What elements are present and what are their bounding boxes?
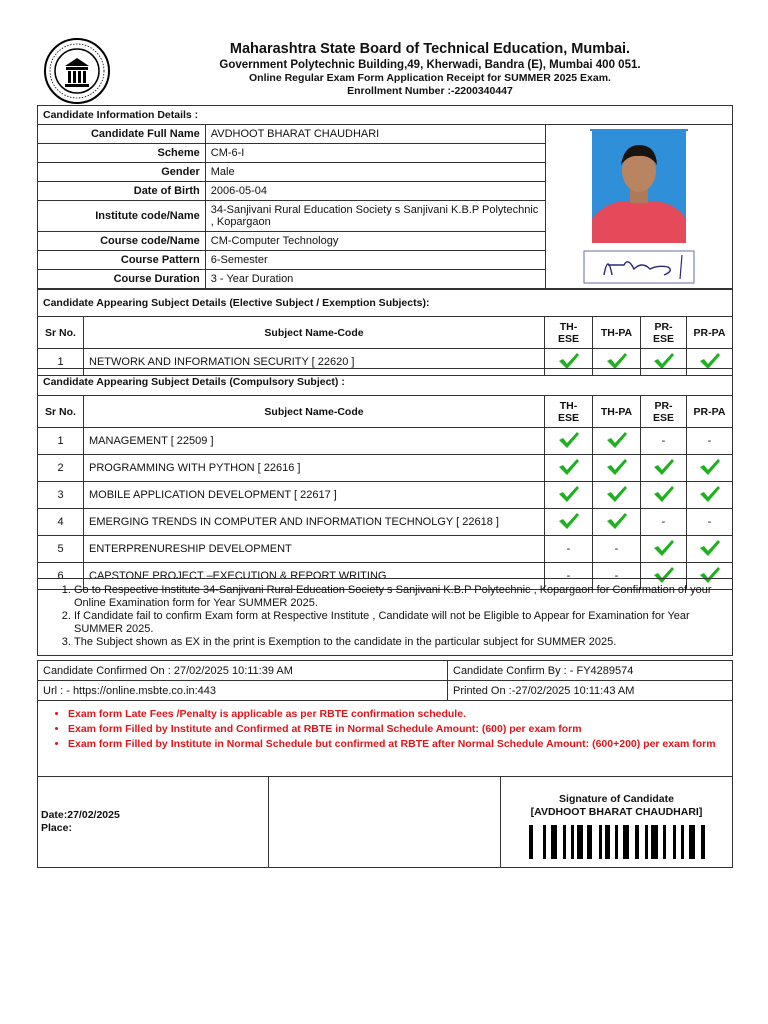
signature-label: Signature of Candidate xyxy=(559,793,674,805)
fee-item: • Exam form Filled by Institute and Confirmed at RBTE in Normal Schedule Amount: (600) per exam form xyxy=(68,722,722,736)
subject-name: PROGRAMMING WITH PYTHON [ 22616 ] xyxy=(84,455,545,482)
col-header-subject: Subject Name-Code xyxy=(84,317,545,349)
field-label: Course Duration xyxy=(38,270,206,289)
board-title: Maharashtra State Board of Technical Education, Mumbai. xyxy=(229,41,631,57)
status-cell: - xyxy=(687,428,733,455)
check-mark-icon xyxy=(699,539,721,557)
confirm-by: Candidate Confirm By : - FY4289574 xyxy=(448,661,733,681)
url-text: Url : - https://online.msbte.co.in:443 xyxy=(38,681,448,701)
compulsory-rows xyxy=(38,428,733,590)
confirmation-table xyxy=(37,660,733,701)
confirmed-on: Candidate Confirmed On : 27/02/2025 10:11:39 AM xyxy=(38,661,448,681)
check-mark-icon xyxy=(653,458,675,476)
subject-name: ENTERPRENURESHIP DEVELOPMENT xyxy=(84,536,545,563)
dob-value: 2006-05-04 xyxy=(205,182,545,201)
col-header-pr-ese: PR-ESE xyxy=(641,396,687,428)
col-header-pr-ese: PR-ESE xyxy=(641,317,687,349)
status-cell xyxy=(687,482,733,509)
col-header-sr: Sr No. xyxy=(38,317,84,349)
check-mark-icon xyxy=(606,512,628,530)
instruction-item: 1. Go to Respective Institute 34-Sanjivani Rural Education Society s Sanjivani K.B.P Polytechnic , Kopargaon for Confirmation of your Online Examination form for Year SUMMER 2025. xyxy=(74,584,722,610)
subject-name: CAPSTONE PROJECT –EXECUTION & REPORT WRITING xyxy=(84,563,545,590)
field-label: Gender xyxy=(38,163,206,182)
footer-table xyxy=(37,776,733,868)
status-cell: - xyxy=(641,509,687,536)
status-cell xyxy=(545,455,593,482)
check-mark-icon xyxy=(606,431,628,449)
candidate-info-table xyxy=(37,105,733,289)
signature-cell xyxy=(501,777,733,868)
course-value: CM-Computer Technology xyxy=(205,232,545,251)
enrollment-number: Enrollment Number :-2200340447 xyxy=(347,85,513,97)
fees-list xyxy=(66,707,722,751)
check-mark-icon xyxy=(699,458,721,476)
instruction-item: 2. If Candidate fail to confirm Exam form at Respective Institute , Candidate will not be Eligible to Appear for Examination for Year SUMMER 2025. xyxy=(74,610,722,636)
field-label: Scheme xyxy=(38,144,206,163)
sr-no: 1 xyxy=(38,428,84,455)
sr-no: 3 xyxy=(38,482,84,509)
col-header-subject: Subject Name-Code xyxy=(84,396,545,428)
table-row xyxy=(38,509,733,536)
field-label: Institute code/Name xyxy=(38,201,206,232)
elective-subjects-table xyxy=(37,289,733,376)
field-label: Candidate Full Name xyxy=(38,125,206,144)
course-duration-value: 3 - Year Duration xyxy=(205,270,545,289)
check-mark-icon xyxy=(558,485,580,503)
instructions-cell xyxy=(38,579,733,656)
barcode xyxy=(527,823,707,861)
col-header-th-pa: TH-PA xyxy=(593,396,641,428)
subject-name: MOBILE APPLICATION DEVELOPMENT [ 22617 ] xyxy=(84,482,545,509)
sr-no: 5 xyxy=(38,536,84,563)
status-cell xyxy=(593,482,641,509)
check-mark-icon xyxy=(558,512,580,530)
check-mark-icon xyxy=(558,431,580,449)
status-cell: - xyxy=(593,536,641,563)
status-cell: - xyxy=(545,563,593,590)
status-cell xyxy=(545,509,593,536)
check-mark-icon xyxy=(558,458,580,476)
status-cell xyxy=(687,455,733,482)
place-text: Place: xyxy=(41,822,72,834)
sr-no: 1 xyxy=(38,349,84,376)
candidate-info-section-title: Candidate Information Details : xyxy=(38,106,733,125)
status-cell xyxy=(641,536,687,563)
candidate-name-value: AVDHOOT BHARAT CHAUDHARI xyxy=(205,125,545,144)
sr-no: 6 xyxy=(38,563,84,590)
instruction-item: 3. The Subject shown as EX in the print is Exemption to the candidate in the particular subject for SUMMER 2025. xyxy=(74,636,722,649)
table-row xyxy=(38,482,733,509)
check-mark-icon xyxy=(606,485,628,503)
compulsory-subjects-table xyxy=(37,368,733,590)
institute-value: 34-Sanjivani Rural Education Society s Sanjivani K.B.P Polytechnic , Kopargaon xyxy=(205,201,545,232)
status-cell xyxy=(593,428,641,455)
photo-signature-cell xyxy=(546,125,733,289)
signature-name: [AVDHOOT BHARAT CHAUDHARI] xyxy=(530,806,703,818)
status-cell xyxy=(593,509,641,536)
status-cell xyxy=(641,482,687,509)
field-label: Course Pattern xyxy=(38,251,206,270)
msbte-seal-logo xyxy=(41,38,113,104)
check-mark-icon xyxy=(653,352,675,370)
check-mark-icon xyxy=(699,485,721,503)
col-header-th-ese: TH-ESE xyxy=(545,396,593,428)
check-mark-icon xyxy=(558,352,580,370)
status-cell: - xyxy=(687,509,733,536)
candidate-photo-image xyxy=(564,129,714,285)
col-header-th-pa: TH-PA xyxy=(593,317,641,349)
status-cell: - xyxy=(593,563,641,590)
status-cell xyxy=(687,536,733,563)
receipt-title: Online Regular Exam Form Application Receipt for SUMMER 2025 Exam. xyxy=(249,72,611,84)
gender-value: Male xyxy=(205,163,545,182)
fees-cell xyxy=(38,701,733,777)
check-mark-icon xyxy=(606,458,628,476)
course-pattern-value: 6-Semester xyxy=(205,251,545,270)
status-cell xyxy=(641,455,687,482)
elective-section-title: Candidate Appearing Subject Details (Elective Subject / Exemption Subjects): xyxy=(38,290,733,317)
instructions-list xyxy=(64,584,722,649)
status-cell: - xyxy=(545,536,593,563)
board-address: Government Polytechnic Building,49, Kherwadi, Bandra (E), Mumbai 400 051. xyxy=(219,59,641,71)
notes-table xyxy=(37,578,733,656)
sr-no: 2 xyxy=(38,455,84,482)
table-row xyxy=(38,455,733,482)
sr-no: 4 xyxy=(38,509,84,536)
date-text: Date:27/02/2025 xyxy=(41,809,120,821)
check-mark-icon xyxy=(653,485,675,503)
status-cell xyxy=(545,428,593,455)
status-cell xyxy=(545,482,593,509)
fee-item: • Exam form Late Fees /Penalty is applicable as per RBTE confirmation schedule. xyxy=(68,707,722,721)
col-header-pr-pa: PR-PA xyxy=(687,317,733,349)
check-mark-icon xyxy=(653,539,675,557)
col-header-pr-pa: PR-PA xyxy=(687,396,733,428)
scheme-value: CM-6-I xyxy=(205,144,545,163)
check-mark-icon xyxy=(606,352,628,370)
header-text-block xyxy=(127,40,733,98)
date-place-cell xyxy=(38,777,269,868)
check-mark-icon xyxy=(699,352,721,370)
subject-name: EMERGING TRENDS IN COMPUTER AND INFORMATION TECHNOLGY [ 22618 ] xyxy=(84,509,545,536)
compulsory-section-title: Candidate Appearing Subject Details (Compulsory Subject) : xyxy=(38,369,733,396)
subject-name: NETWORK AND INFORMATION SECURITY [ 22620 ] xyxy=(84,349,545,376)
status-cell xyxy=(593,455,641,482)
field-label: Course code/Name xyxy=(38,232,206,251)
table-row xyxy=(38,536,733,563)
field-label: Date of Birth xyxy=(38,182,206,201)
col-header-sr: Sr No. xyxy=(38,396,84,428)
subject-name: MANAGEMENT [ 22509 ] xyxy=(84,428,545,455)
blank-cell xyxy=(269,777,501,868)
page-header xyxy=(37,36,733,106)
fee-item: • Exam form Filled by Institute in Normal Schedule but confirmed at RBTE after Normal Schedule Amount: (600+200) per exam form xyxy=(68,737,722,751)
col-header-th-ese: TH-ESE xyxy=(545,317,593,349)
candidate-photo xyxy=(564,129,714,285)
printed-on: Printed On :-27/02/2025 10:11:43 AM xyxy=(448,681,733,701)
fees-table xyxy=(37,700,733,777)
table-row xyxy=(38,428,733,455)
status-cell: - xyxy=(641,428,687,455)
